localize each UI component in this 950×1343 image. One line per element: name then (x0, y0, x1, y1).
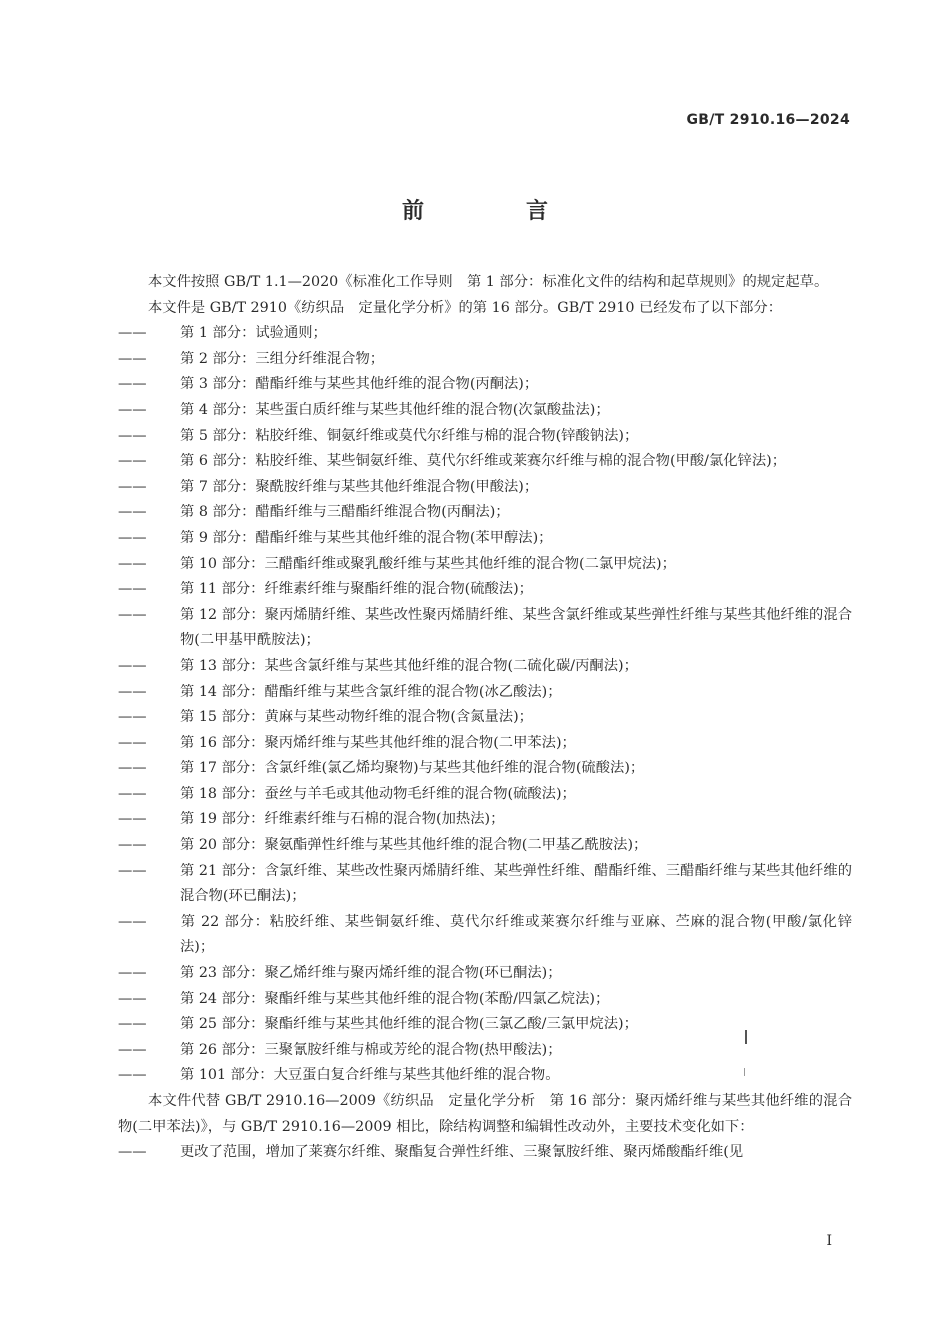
list-item (118, 475, 852, 501)
list-item-text: 第 20 部分：聚氨酯弹性纤维与某些其他纤维的混合物(二甲基乙酰胺法)； (180, 837, 648, 854)
dash-marker: —— (118, 350, 147, 367)
document-code: GB/T 2910.16—2024 (686, 112, 850, 128)
dash-marker: —— (118, 427, 147, 444)
dash-marker: —— (118, 376, 147, 393)
page-number: I (826, 1233, 832, 1249)
list-item (118, 987, 852, 1013)
list-item (118, 1038, 852, 1064)
dash-marker: —— (118, 1067, 147, 1084)
dash-marker: —— (118, 581, 147, 598)
list-item (118, 603, 852, 654)
list-item-text: 第 24 部分：聚酯纤维与某些其他纤维的混合物(苯酚/四氯乙烷法)； (180, 990, 610, 1007)
list-item-text: 第 10 部分：三醋酯纤维或聚乳酸纤维与某些其他纤维的混合物(二氯甲烷法)； (180, 555, 676, 572)
dash-marker: —— (118, 1041, 147, 1058)
list-item-text: 第 12 部分：聚丙烯腈纤维、某些改性聚丙烯腈纤维、某些含氯纤维或某些弹性纤维与某些其他纤维的混合物(二甲基甲酰胺法)； (180, 606, 852, 649)
list-item-text: 第 9 部分：醋酯纤维与某些其他纤维的混合物(苯甲醇法)； (180, 529, 553, 546)
list-item-text: 第 13 部分：某些含氯纤维与某些其他纤维的混合物(二硫化碳/丙酮法)； (180, 657, 638, 674)
dash-marker: —— (118, 657, 147, 674)
list-item-text: 第 101 部分：大豆蛋白复合纤维与某些其他纤维的混合物。 (180, 1067, 560, 1084)
list-item (118, 807, 852, 833)
list-item-text: 第 16 部分：聚丙烯纤维与某些其他纤维的混合物(二甲苯法)； (180, 734, 576, 751)
dash-marker: —— (118, 965, 147, 982)
list-item (118, 782, 852, 808)
scan-speck (744, 1068, 745, 1076)
dash-marker: —— (118, 709, 147, 726)
list-item (118, 449, 852, 475)
dash-marker: —— (118, 990, 147, 1007)
list-item (118, 526, 852, 552)
list-item (118, 731, 852, 757)
list-item (118, 680, 852, 706)
dash-marker: —— (118, 555, 147, 572)
list-item (118, 705, 852, 731)
list-item-text: 第 5 部分：粘胶纤维、铜氨纤维或莫代尔纤维与棉的混合物(锌酸钠法)； (180, 427, 639, 444)
dash-marker: —— (118, 325, 147, 342)
list-item (118, 424, 852, 450)
list-item (118, 961, 852, 987)
list-item (118, 1012, 852, 1038)
list-item (118, 654, 852, 680)
parts-list (118, 321, 852, 1089)
document-body (118, 270, 852, 1166)
replacement-paragraph: 本文件代替 GB/T 2910.16—2009《纺织品 定量化学分析 第 16 部分：聚丙烯纤维与某些其他纤维的混合物(二甲苯法)》，与 GB/T 2910.16—2009 相比，除结构调整和编辑性改动外，主要技术变化如下： (118, 1093, 852, 1135)
list-item (118, 577, 852, 603)
dash-marker: —— (118, 862, 147, 879)
dash-marker: —— (118, 453, 147, 470)
list-item (118, 372, 852, 398)
list-item (118, 859, 852, 910)
list-item-text: 第 19 部分：纤维素纤维与石棉的混合物(加热法)； (180, 811, 505, 828)
list-item-text: 第 14 部分：醋酯纤维与某些含氯纤维的混合物(冰乙酸法)； (180, 683, 562, 700)
list-item-text: 第 3 部分：醋酯纤维与某些其他纤维的混合物(丙酮法)； (180, 376, 539, 393)
scan-speck (745, 1030, 747, 1044)
list-item-text: 第 2 部分：三组分纤维混合物； (180, 350, 385, 367)
list-item (118, 552, 852, 578)
list-item-text: 第 4 部分：某些蛋白质纤维与某些其他纤维的混合物(次氯酸盐法)； (180, 401, 610, 418)
list-item-text: 第 15 部分：黄麻与某些动物纤维的混合物(含氮量法)； (180, 709, 533, 726)
dash-marker: —— (118, 1016, 147, 1033)
dash-marker: —— (118, 785, 147, 802)
list-item-text: 第 8 部分：醋酯纤维与三醋酯纤维混合物(丙酮法)； (180, 504, 510, 521)
dash-marker: —— (118, 683, 147, 700)
dash-marker: —— (118, 760, 147, 777)
list-item-text: 第 21 部分：含氯纤维、某些改性聚丙烯腈纤维、某些弹性纤维、醋酯纤维、三醋酯纤维与某些其他纤维的混合物(环已酮法)； (180, 862, 852, 905)
dash-marker: —— (118, 734, 147, 751)
list-item (118, 910, 852, 961)
list-item-text: 第 1 部分：试验通则； (180, 325, 327, 342)
list-item-text: 第 26 部分：三聚氰胺纤维与棉或芳纶的混合物(热甲酸法)； (180, 1041, 562, 1058)
list-item (118, 833, 852, 859)
list-item (118, 398, 852, 424)
list-item-text: 第 18 部分：蚕丝与羊毛或其他动物毛纤维的混合物(硫酸法)； (180, 785, 576, 802)
list-item (118, 1063, 852, 1089)
dash-marker: —— (118, 811, 147, 828)
list-item (118, 756, 852, 782)
dash-marker: —— (118, 529, 147, 546)
page-title: 前 言 (401, 199, 588, 224)
dash-marker: —— (118, 837, 147, 854)
dash-marker: —— (118, 504, 147, 521)
list-item-text: 第 25 部分：聚酯纤维与某些其他纤维的混合物(三氯乙酸/三氯甲烷法)； (180, 1016, 638, 1033)
list-item (118, 1140, 852, 1166)
list-item-text: 第 23 部分：聚乙烯纤维与聚丙烯纤维的混合物(环已酮法)； (180, 965, 562, 982)
list-item (118, 500, 852, 526)
dash-marker: —— (118, 913, 147, 930)
list-item-text: 第 11 部分：纤维素纤维与聚酯纤维的混合物(硫酸法)； (180, 581, 533, 598)
dash-marker: —— (118, 401, 147, 418)
dash-marker: —— (118, 606, 147, 623)
dash-marker: —— (118, 1144, 147, 1161)
list-item-text: 第 22 部分：粘胶纤维、某些铜氨纤维、莫代尔纤维或莱赛尔纤维与亚麻、苎麻的混合物(甲酸/氯化锌法)； (180, 913, 852, 956)
list-item (118, 321, 852, 347)
series-paragraph: 本文件是 GB/T 2910《纺织品 定量化学分析》的第 16 部分。GB/T 2910 已经发布了以下部分： (148, 299, 782, 316)
list-item (118, 347, 852, 373)
list-item-text: 更改了范围，增加了莱赛尔纤维、聚酯复合弹性纤维、三聚氰胺纤维、聚丙烯酸酯纤维(见 (180, 1144, 744, 1161)
list-item-text: 第 7 部分：聚酰胺纤维与某些其他纤维混合物(甲酸法)； (180, 478, 539, 495)
list-item-text: 第 6 部分：粘胶纤维、某些铜氨纤维、莫代尔纤维或莱赛尔纤维与棉的混合物(甲酸/氯化锌法)； (180, 453, 787, 470)
changes-list (118, 1140, 852, 1166)
dash-marker: —— (118, 478, 147, 495)
list-item-text: 第 17 部分：含氯纤维(氯乙烯均聚物)与某些其他纤维的混合物(硫酸法)； (180, 760, 645, 777)
intro-paragraph: 本文件按照 GB/T 1.1—2020《标准化工作导则 第 1 部分：标准化文件的结构和起草规则》的规定起草。 (148, 274, 829, 290)
